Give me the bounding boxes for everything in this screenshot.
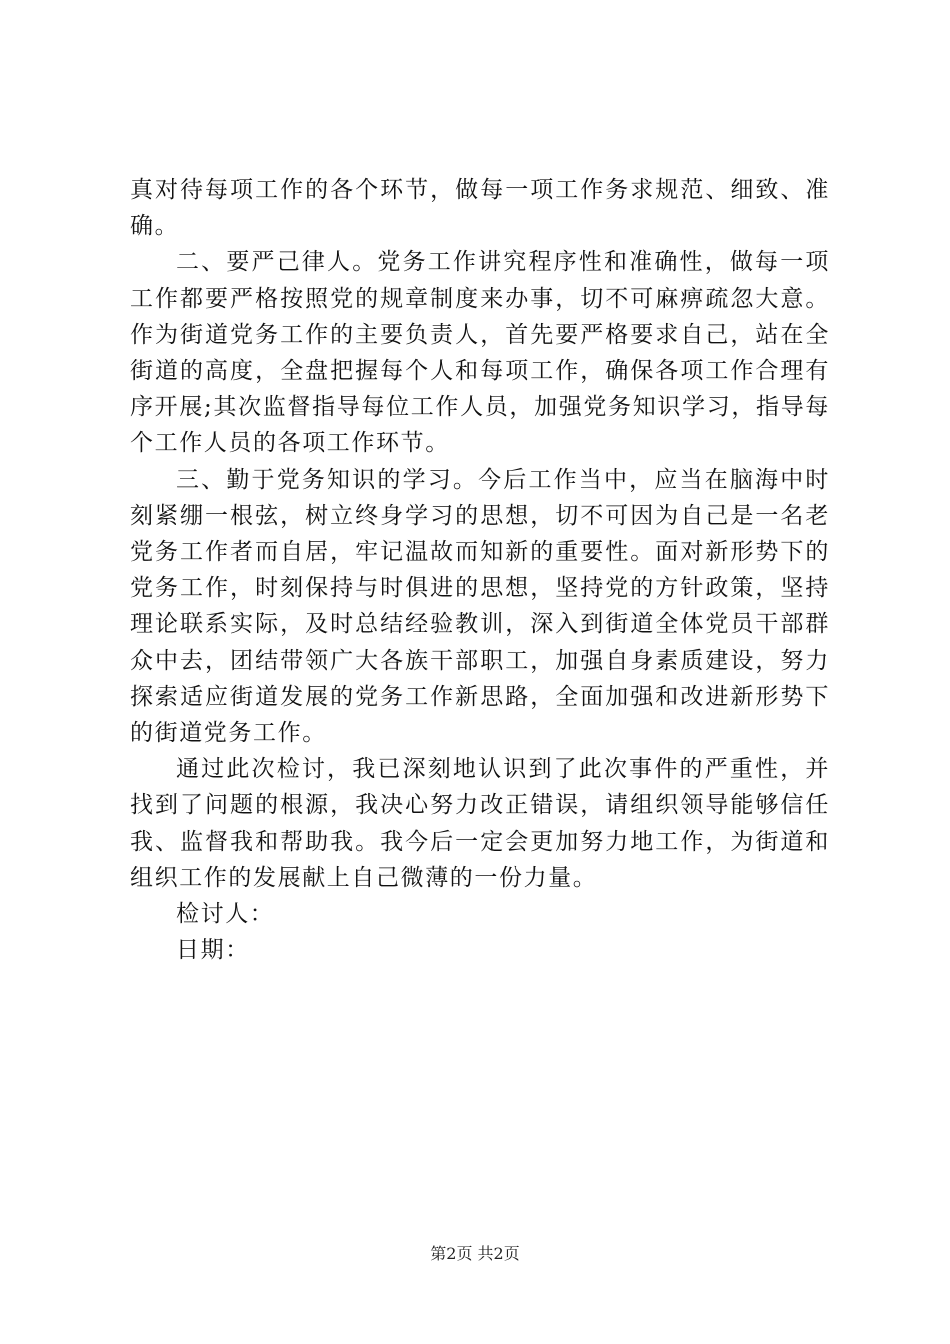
- paragraph-conclusion: 通过此次检讨，我已深刻地认识到了此次事件的严重性，并找到了问题的根源，我决心努力改正错误，请组织领导能够信任我、监督我和帮助我。我今后一定会更加努力地工作，为街道和组织工作的发展献上自己微薄的一份力量。: [130, 756, 830, 891]
- signature-line: 检讨人：: [176, 901, 275, 928]
- paragraph-continuation: 真对待每项工作的各个环节，做每一项工作务求规范、细致、准确。: [130, 177, 830, 240]
- paragraph-point-two: 二、要严己律人。党务工作讲究程序性和准确性，做每一项工作都要严格按照党的规章制度来办事，切不可麻痹疏忽大意。作为街道党务工作的主要负责人，首先要严格要求自己，站在全街道的高度，全盘把握每个人和每项工作，确保各项工作合理有序开展;其次监督指导每位工作人员，加强党务知识学习，指导每个工作人员的各项工作环节。: [130, 249, 830, 457]
- page-footer: 第2页 共2页: [430, 1244, 520, 1263]
- paragraph-point-three: 三、勤于党务知识的学习。今后工作当中，应当在脑海中时刻紧绷一根弦，树立终身学习的思想，切不可因为自己是一名老党务工作者而自居，牢记温故而知新的重要性。面对新形势下的党务工作，时刻保持与时俱进的思想，坚持党的方针政策，坚持理论联系实际，及时总结经验教训，深入到街道全体党员干部群众中去，团结带领广大各族干部职工，加强自身素质建设，努力探索适应街道发展的党务工作新思路，全面加强和改进新形势下的街道党务工作。: [130, 466, 830, 747]
- document-body: [130, 172, 830, 968]
- date-line: 日期：: [176, 937, 250, 964]
